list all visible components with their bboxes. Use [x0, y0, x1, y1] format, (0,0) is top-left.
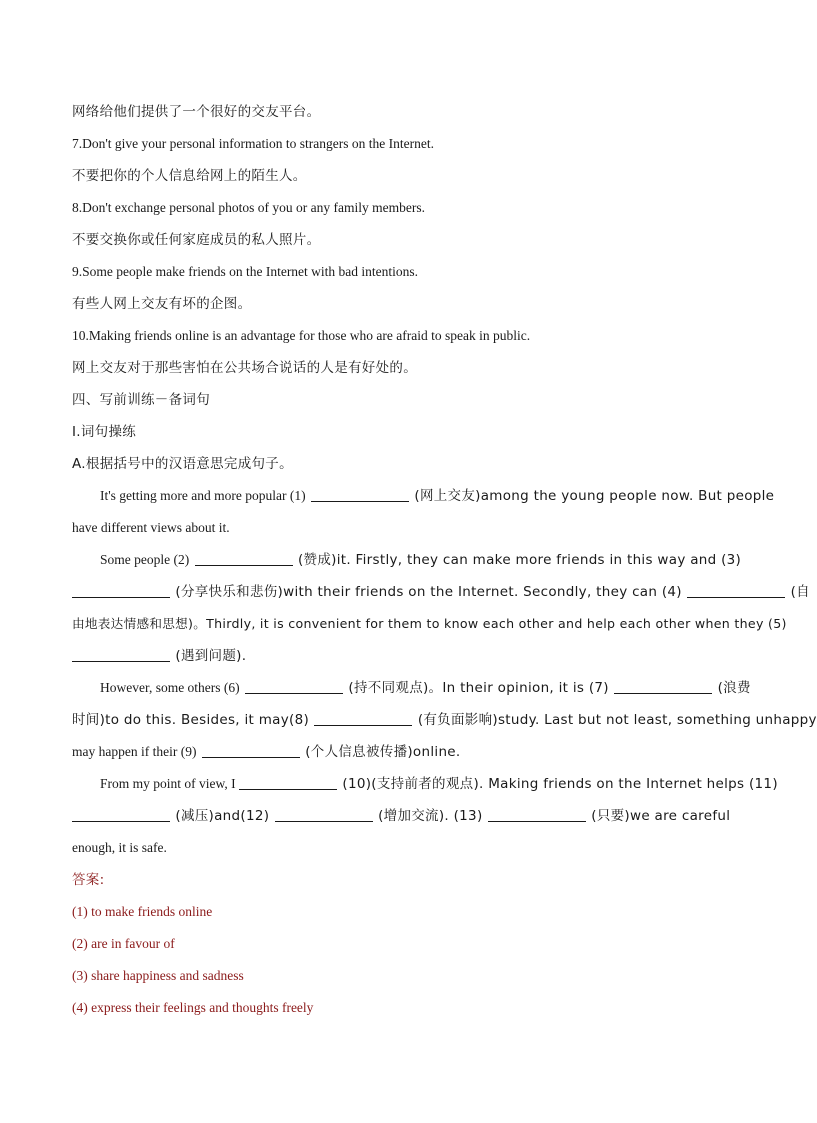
- blank-13[interactable]: [488, 807, 586, 822]
- translation-7: 不要把你的个人信息给网上的陌生人。: [72, 168, 307, 184]
- blank-7[interactable]: [614, 679, 712, 694]
- sentence-9: 9.Some people make friends on the Internet with bad intentions.: [72, 264, 419, 279]
- passage-text: (有负面影响)study. Last but not least, something unhappy: [417, 712, 817, 728]
- passage-text: (网上交友)among the young people now. But people: [414, 488, 775, 504]
- passage-text: (赞成)it. Firstly, they can make more friends in this way and (3): [297, 552, 742, 568]
- passage-line: [72, 480, 775, 512]
- passage-text: It's getting more and more popular (1): [100, 488, 306, 503]
- passage-text: have different views about it.: [72, 520, 230, 535]
- sentence-7: 7.Don't give your personal information to strangers on the Internet.: [72, 136, 434, 151]
- answer-2: (2) are in favour of: [72, 936, 175, 951]
- blank-5[interactable]: [72, 647, 170, 662]
- subsection-heading: I.词句操练: [72, 424, 137, 440]
- passage-text: 由地表达情感和思想)。Thirdly, it is convenient for them to know each other and help each other when they (5): [72, 616, 787, 631]
- passage-line: [72, 576, 810, 608]
- passage-text: (持不同观点)。In their opinion, it is (7): [348, 680, 609, 696]
- answer-4: (4) express their feelings and thoughts freely: [72, 1000, 314, 1015]
- passage-text: (自: [790, 584, 810, 600]
- answer-1: (1) to make friends online: [72, 904, 213, 919]
- blank-3[interactable]: [72, 583, 170, 598]
- answer-3: (3) share happiness and sadness: [72, 968, 244, 983]
- translation-10: 网上交友对于那些害怕在公共场合说话的人是有好处的。: [72, 360, 417, 376]
- passage-text: (浪费: [717, 680, 751, 696]
- blank-6[interactable]: [245, 679, 343, 694]
- passage-text: enough, it is safe.: [72, 840, 167, 855]
- passage-line: [72, 704, 817, 736]
- document-page: [72, 96, 817, 1024]
- passage-text: From my point of view, I: [100, 776, 236, 791]
- passage-text: (增加交流). (13): [378, 808, 483, 824]
- passage-text: (只要)we are careful: [591, 808, 731, 824]
- passage-line: [72, 544, 742, 576]
- sentence-10: 10.Making friends online is an advantage for those who are afraid to speak in public.: [72, 328, 531, 343]
- passage-line: [72, 512, 722, 544]
- passage-line: [72, 640, 722, 672]
- blank-11[interactable]: [72, 807, 170, 822]
- translation-9: 有些人网上交友有坏的企图。: [72, 296, 252, 312]
- passage-text: (遇到问题).: [175, 648, 247, 664]
- passage-line: [72, 736, 722, 768]
- blank-8[interactable]: [314, 711, 412, 726]
- sentence-8: 8.Don't exchange personal photos of you or any family members.: [72, 200, 425, 215]
- blank-4[interactable]: [687, 583, 785, 598]
- answer-label: 答案:: [72, 872, 105, 888]
- passage-text: However, some others (6): [100, 680, 240, 695]
- passage-line: [72, 768, 778, 800]
- blank-9[interactable]: [202, 743, 300, 758]
- task-instruction: A.根据括号中的汉语意思完成句子。: [72, 456, 293, 472]
- passage-line: [72, 608, 787, 640]
- blank-2[interactable]: [195, 551, 293, 566]
- passage-line: [72, 800, 731, 832]
- translation-8: 不要交换你或任何家庭成员的私人照片。: [72, 232, 321, 248]
- passage-line: [72, 672, 751, 704]
- section-heading: 四、写前训练－备词句: [72, 392, 210, 408]
- passage-text: (分享快乐和悲伤)with their friends on the Internet. Secondly, they can (4): [175, 584, 682, 600]
- passage-text: (减压)and(12): [175, 808, 270, 824]
- blank-12[interactable]: [275, 807, 373, 822]
- translation-line: 网络给他们提供了一个很好的交友平台。: [72, 104, 321, 120]
- blank-1[interactable]: [311, 487, 409, 502]
- passage-text: (10)(支持前者的观点). Making friends on the Internet helps (11): [342, 776, 778, 792]
- blank-10[interactable]: [239, 775, 337, 790]
- passage-text: (个人信息被传播)online.: [305, 744, 461, 760]
- passage-line: [72, 832, 722, 864]
- passage-text: Some people (2): [100, 552, 190, 567]
- passage-text: 时间)to do this. Besides, it may(8): [72, 712, 310, 728]
- passage-text: may happen if their (9): [72, 744, 197, 759]
